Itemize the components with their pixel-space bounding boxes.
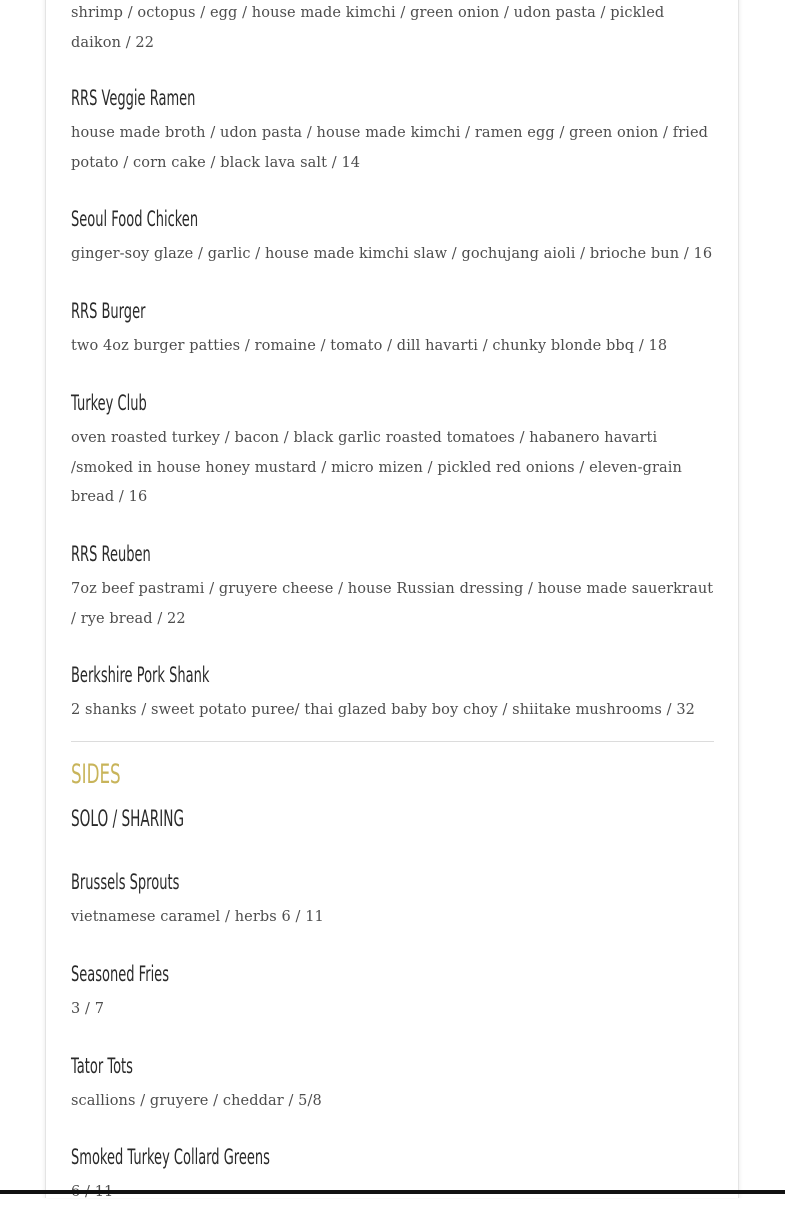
item-description: vietnamese caramel / herbs 6 / 11: [71, 909, 324, 925]
section-divider: [71, 741, 714, 742]
item-name: Seasoned Fries: [71, 962, 169, 986]
menu-item: [71, 960, 716, 1025]
menu-item: [71, 661, 716, 726]
item-description: ginger-soy glaze / garlic / house made kimchi slaw / gochujang aioli / brioche bun / 16: [71, 246, 713, 262]
item-description: scallions / gruyere / cheddar / 5/8: [71, 1093, 322, 1109]
item-name: RRS Reuben: [71, 542, 151, 566]
item-name: Smoked Turkey Collard Greens: [71, 1145, 270, 1169]
bottom-bar: [0, 1190, 785, 1194]
item-description: 3 / 7: [71, 1001, 105, 1017]
menu-item: [71, 540, 716, 634]
menu-item: [71, 1143, 716, 1208]
item-description: shrimp / octopus / egg / house made kimchi / green onion / udon pasta / pickled daikon / 22: [71, 5, 665, 51]
menu-item: [71, 868, 716, 933]
menu-item: [71, 1052, 716, 1117]
item-name: RRS Veggie Ramen: [71, 86, 196, 110]
item-name: Berkshire Pork Shank: [71, 663, 210, 687]
menu-item: [71, 389, 716, 513]
item-description: 2 shanks / sweet potato puree/ thai glazed baby boy choy / shiitake mushrooms / 32: [71, 702, 695, 718]
section-title-sides: SIDES: [71, 759, 121, 790]
item-description: house made broth / udon pasta / house made kimchi / ramen egg / green onion / fried potato / corn cake / black lava salt / 14: [71, 125, 709, 171]
item-name: Tator Tots: [71, 1054, 133, 1078]
menu-item: [71, 297, 716, 362]
item-description: oven roasted turkey / bacon / black garlic roasted tomatoes / habanero havarti /smoked in house honey mustard / micro mizen / pickled red onions / eleven-grain bread / 16: [71, 430, 682, 505]
item-name: Turkey Club: [71, 391, 147, 415]
item-name: Brussels Sprouts: [71, 870, 180, 894]
section-subtitle: SOLO / SHARING: [71, 807, 185, 832]
item-description: 7oz beef pastrami / gruyere cheese / house Russian dressing / house made sauerkraut / rye bread / 22: [71, 581, 714, 627]
item-name: Seoul Food Chicken: [71, 207, 199, 231]
menu-item: [71, 205, 716, 270]
item-description: two 4oz burger patties / romaine / tomato / dill havarti / chunky blonde bbq / 18: [71, 338, 668, 354]
menu-item-partial: [71, 0, 716, 58]
item-name: RRS Burger: [71, 299, 146, 323]
menu-item: [71, 84, 716, 178]
